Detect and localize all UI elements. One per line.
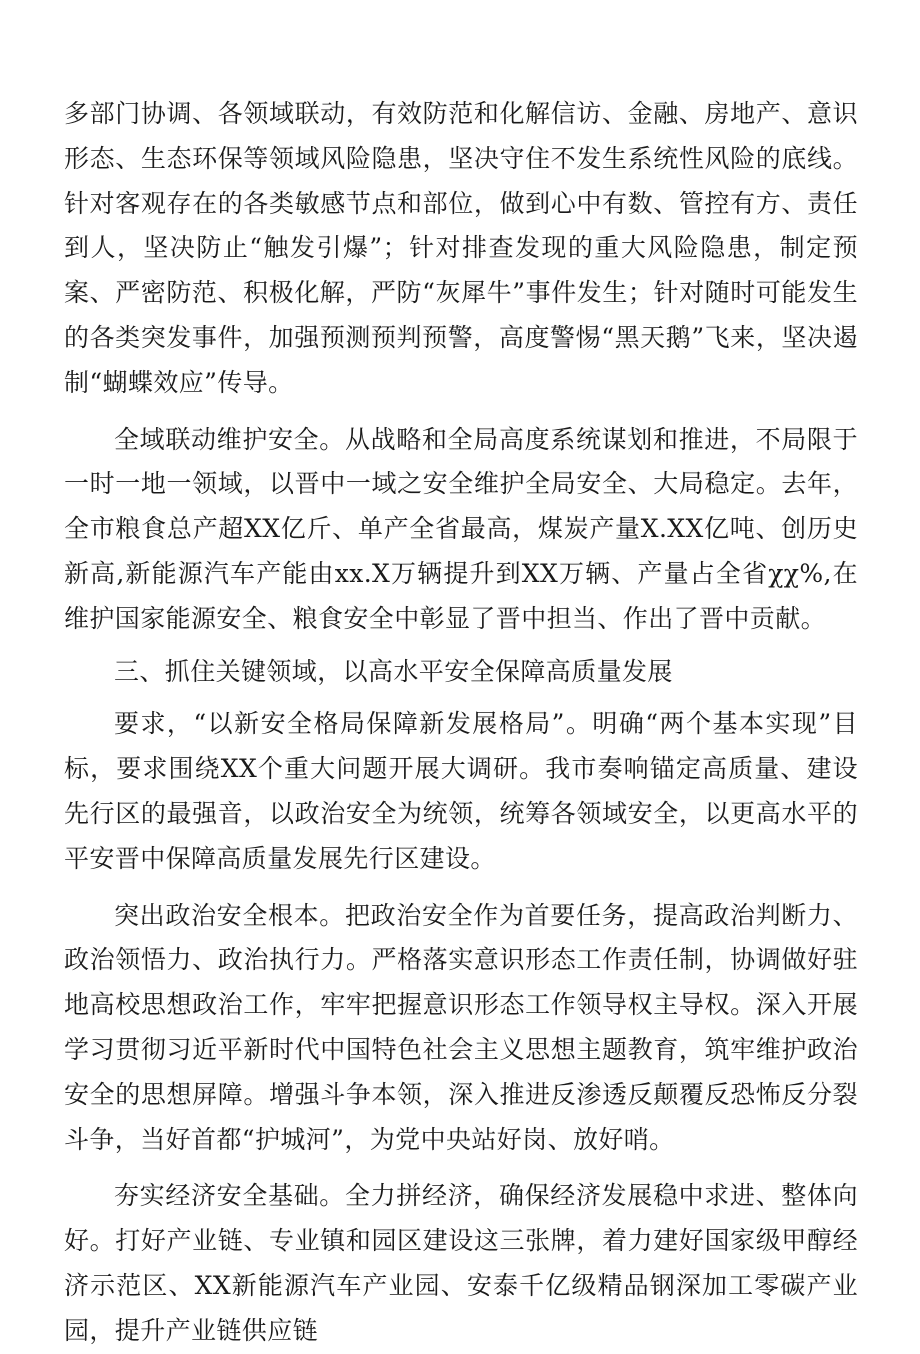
paragraph-regional-linkage: 全域联动维护安全。从战略和全局高度系统谋划和推进，不局限于一时一地一领域，以晋中一域之安全维护全局安全、大局稳定。去年，全市粮食总产超XX亿斤、单产全省最高，煤炭产量X.XX亿吨、创历史新高,新能源汽车产能由xx.X万辆提升到XX万辆、产量占全省χχ%,在维护国家能源安全、粮食安全中彰显了晋中担当、作出了晋中贡献。 bbox=[64, 424, 858, 633]
paragraph-political-security: 突出政治安全根本。把政治安全作为首要任务，提高政治判断力、政治领悟力、政治执行力。严格落实意识形态工作责任制，协调做好驻地高校思想政治工作，牢牢把握意识形态工作领导权主导权。深入开展学习贯彻习近平新时代中国特色社会主义思想主题教育，筑牢维护政治安全的思想屏障。增强斗争本领，深入推进反渗透反颠覆反恐怖反分裂斗争，当好首都“护城河”，为党中央站好岗、放好哨。 bbox=[64, 900, 858, 1154]
paragraph-requirements: 要求，“以新安全格局保障新发展格局”。明确“两个基本实现”目标，要求围绕XX个重大问题开展大调研。我市奏响锚定高质量、建设先行区的最强音，以政治安全为统领，统筹各领域安全，以更高水平的平安晋中保障高质量发展先行区建设。 bbox=[64, 709, 858, 873]
document-body bbox=[64, 92, 858, 1354]
paragraph-economic-security: 夯实经济安全基础。全力拼经济，确保经济发展稳中求进、整体向好。打好产业链、专业镇和园区建设这三张牌，着力建好国家级甲醇经济示范区、XX新能源汽车产业园、安泰千亿级精品钢深加工零碳产业园，提升产业链供应链 bbox=[64, 1181, 858, 1345]
paragraph-risk-prevention: 多部门协调、各领域联动，有效防范和化解信访、金融、房地产、意识形态、生态环保等领域风险隐患，坚决守住不发生系统性风险的底线。针对客观存在的各类敏感节点和部位，做到心中有数、管控有方、责任到人，坚决防止“触发引爆”；针对排查发现的重大风险隐患，制定预案、严密防范、积极化解，严防“灰犀牛”事件发生；针对随时可能发生的各类突发事件，加强预测预判预警，高度警惕“黑天鹅”飞来，坚决遏制“蝴蝶效应”传导。 bbox=[64, 99, 858, 397]
section-heading-key-areas: 三、抓住关键领域，以高水平安全保障高质量发展 bbox=[114, 656, 673, 686]
